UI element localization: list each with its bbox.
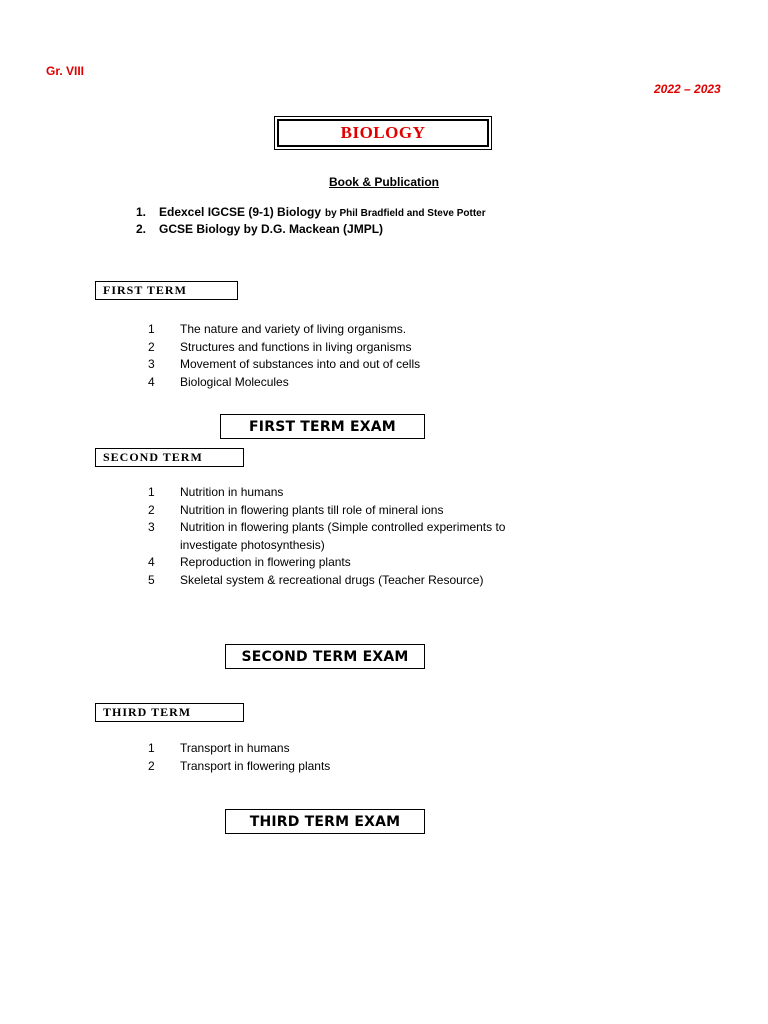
subject-title: BIOLOGY — [277, 119, 489, 147]
first-term-topics — [145, 321, 560, 391]
topic-number: 1 — [148, 485, 155, 499]
subject-title-box — [274, 116, 492, 150]
topic-text: Transport in flowering plants — [180, 758, 331, 773]
list-item — [145, 484, 560, 502]
second-term-exam-label: SECOND TERM EXAM — [225, 644, 425, 669]
topic-number: 2 — [148, 339, 155, 354]
topic-number: 3 — [148, 520, 155, 534]
book-number: 2. — [136, 222, 147, 236]
topic-number: 5 — [148, 572, 155, 587]
topic-number: 1 — [148, 322, 155, 336]
topic-number: 4 — [148, 374, 155, 389]
topic-number: 3 — [148, 357, 155, 371]
book-title: Edexcel IGCSE (9-1) Biology — [159, 205, 322, 219]
topic-text: Reproduction in flowering plants — [180, 555, 351, 569]
topic-text: The nature and variety of living organisms. — [180, 322, 407, 336]
second-term-label: SECOND TERM — [95, 448, 244, 467]
book-item — [136, 222, 486, 239]
topic-text: Transport in humans — [180, 741, 290, 755]
topic-text: Nutrition in humans — [180, 485, 284, 499]
topic-text: Biological Molecules — [180, 374, 289, 389]
topic-text: Nutrition in flowering plants (Simple controlled experiments to investigate photosynthesis) — [180, 520, 506, 552]
book-item — [136, 205, 486, 222]
topic-number: 4 — [148, 555, 155, 569]
book-title: GCSE Biology by D.G. Mackean (JMPL) — [159, 222, 384, 236]
topic-text: Structures and functions in living organisms — [180, 339, 412, 354]
list-item — [145, 356, 560, 374]
third-term-label: THIRD TERM — [95, 703, 244, 722]
academic-year: 2022 – 2023 — [654, 82, 721, 96]
book-list — [136, 205, 486, 239]
list-item — [145, 554, 560, 572]
topic-text: Skeletal system & recreational drugs (Teacher Resource) — [180, 572, 484, 587]
book-number: 1. — [136, 205, 147, 219]
first-term-label: FIRST TERM — [95, 281, 238, 300]
list-item — [145, 519, 560, 554]
book-authors: by Phil Bradfield and Steve Potter — [325, 208, 486, 219]
topic-number: 2 — [148, 502, 155, 517]
book-publication-heading-text: Book & Publication — [328, 175, 439, 189]
topic-number: 1 — [148, 741, 155, 755]
second-term-topics — [145, 484, 560, 589]
list-item — [145, 502, 560, 520]
grade-label: Gr. VIII — [46, 64, 85, 78]
topic-number: 2 — [148, 758, 155, 773]
list-item — [145, 339, 560, 357]
list-item — [145, 321, 560, 339]
topic-text: Nutrition in flowering plants till role of mineral ions — [180, 502, 444, 517]
list-item — [145, 758, 560, 776]
topic-text: Movement of substances into and out of cells — [180, 357, 421, 371]
book-publication-heading — [0, 175, 768, 189]
list-item — [145, 572, 560, 590]
third-term-topics — [145, 740, 560, 775]
first-term-exam-label: FIRST TERM EXAM — [220, 414, 425, 439]
list-item — [145, 740, 560, 758]
list-item — [145, 374, 560, 392]
third-term-exam-label: THIRD TERM EXAM — [225, 809, 425, 834]
